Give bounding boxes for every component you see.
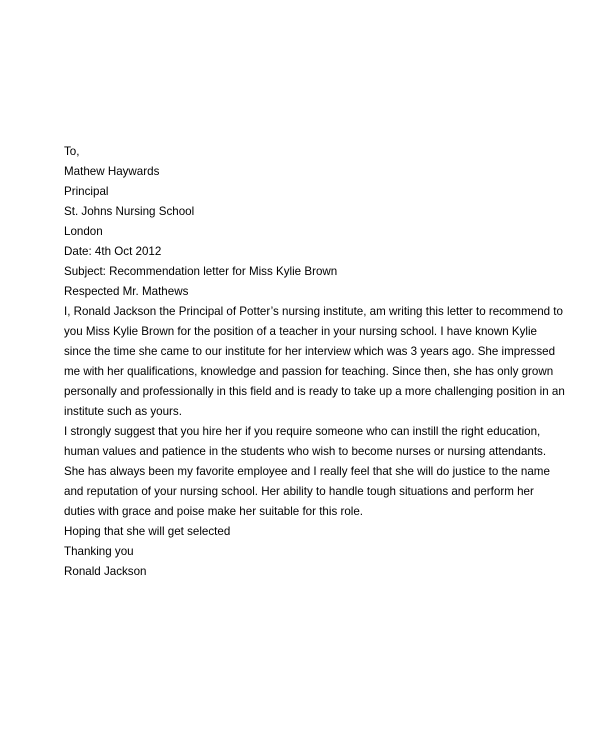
paragraph-line: and reputation of your nursing school. Her ability to handle tough situations and perform her (64, 485, 534, 498)
letter-date: Date: 4th Oct 2012 (64, 245, 162, 258)
paragraph-suggestion (64, 422, 552, 522)
letter-body (64, 142, 565, 582)
letter-greeting: Respected Mr. Mathews (64, 285, 189, 298)
paragraph-line: duties with grace and poise make her suitable for this role. (64, 505, 364, 518)
letter-subject: Subject: Recommendation letter for Miss Kylie Brown (64, 265, 338, 278)
paragraph-line: you Miss Kylie Brown for the position of a teacher in your nursing school. I have known Kylie (64, 325, 538, 338)
recipient-name: Mathew Haywards (64, 165, 160, 178)
paragraph-line: I, Ronald Jackson the Principal of Potter’s nursing institute, am writing this letter to recommend to (64, 305, 563, 318)
closing-hope: Hoping that she will get selected (64, 525, 231, 538)
recipient-city: London (64, 225, 103, 238)
salutation-to: To, (64, 145, 80, 158)
paragraph-line: She has always been my favorite employee and I really feel that she will do justice to the name (64, 465, 550, 478)
closing-thanks: Thanking you (64, 545, 134, 558)
recipient-title: Principal (64, 185, 109, 198)
recipient-organization: St. Johns Nursing School (64, 205, 195, 218)
paragraph-line: since the time she came to our institute for her interview which was 3 years ago. She impressed (64, 345, 556, 358)
signature-name: Ronald Jackson (64, 565, 147, 578)
paragraph-line: human values and patience in the students who wish to become nurses or nursing attendants. (64, 445, 547, 458)
paragraph-line: me with her qualifications, knowledge and passion for teaching. Since then, she has only grown (64, 365, 554, 378)
paragraph-line: institute such as yours. (64, 405, 182, 418)
paragraph-line: personally and professionally in this field and is ready to take up a more challenging position in an (64, 385, 565, 398)
paragraph-line: I strongly suggest that you hire her if you require someone who can instill the right education, (64, 425, 541, 438)
paragraph-recommendation (64, 302, 565, 422)
